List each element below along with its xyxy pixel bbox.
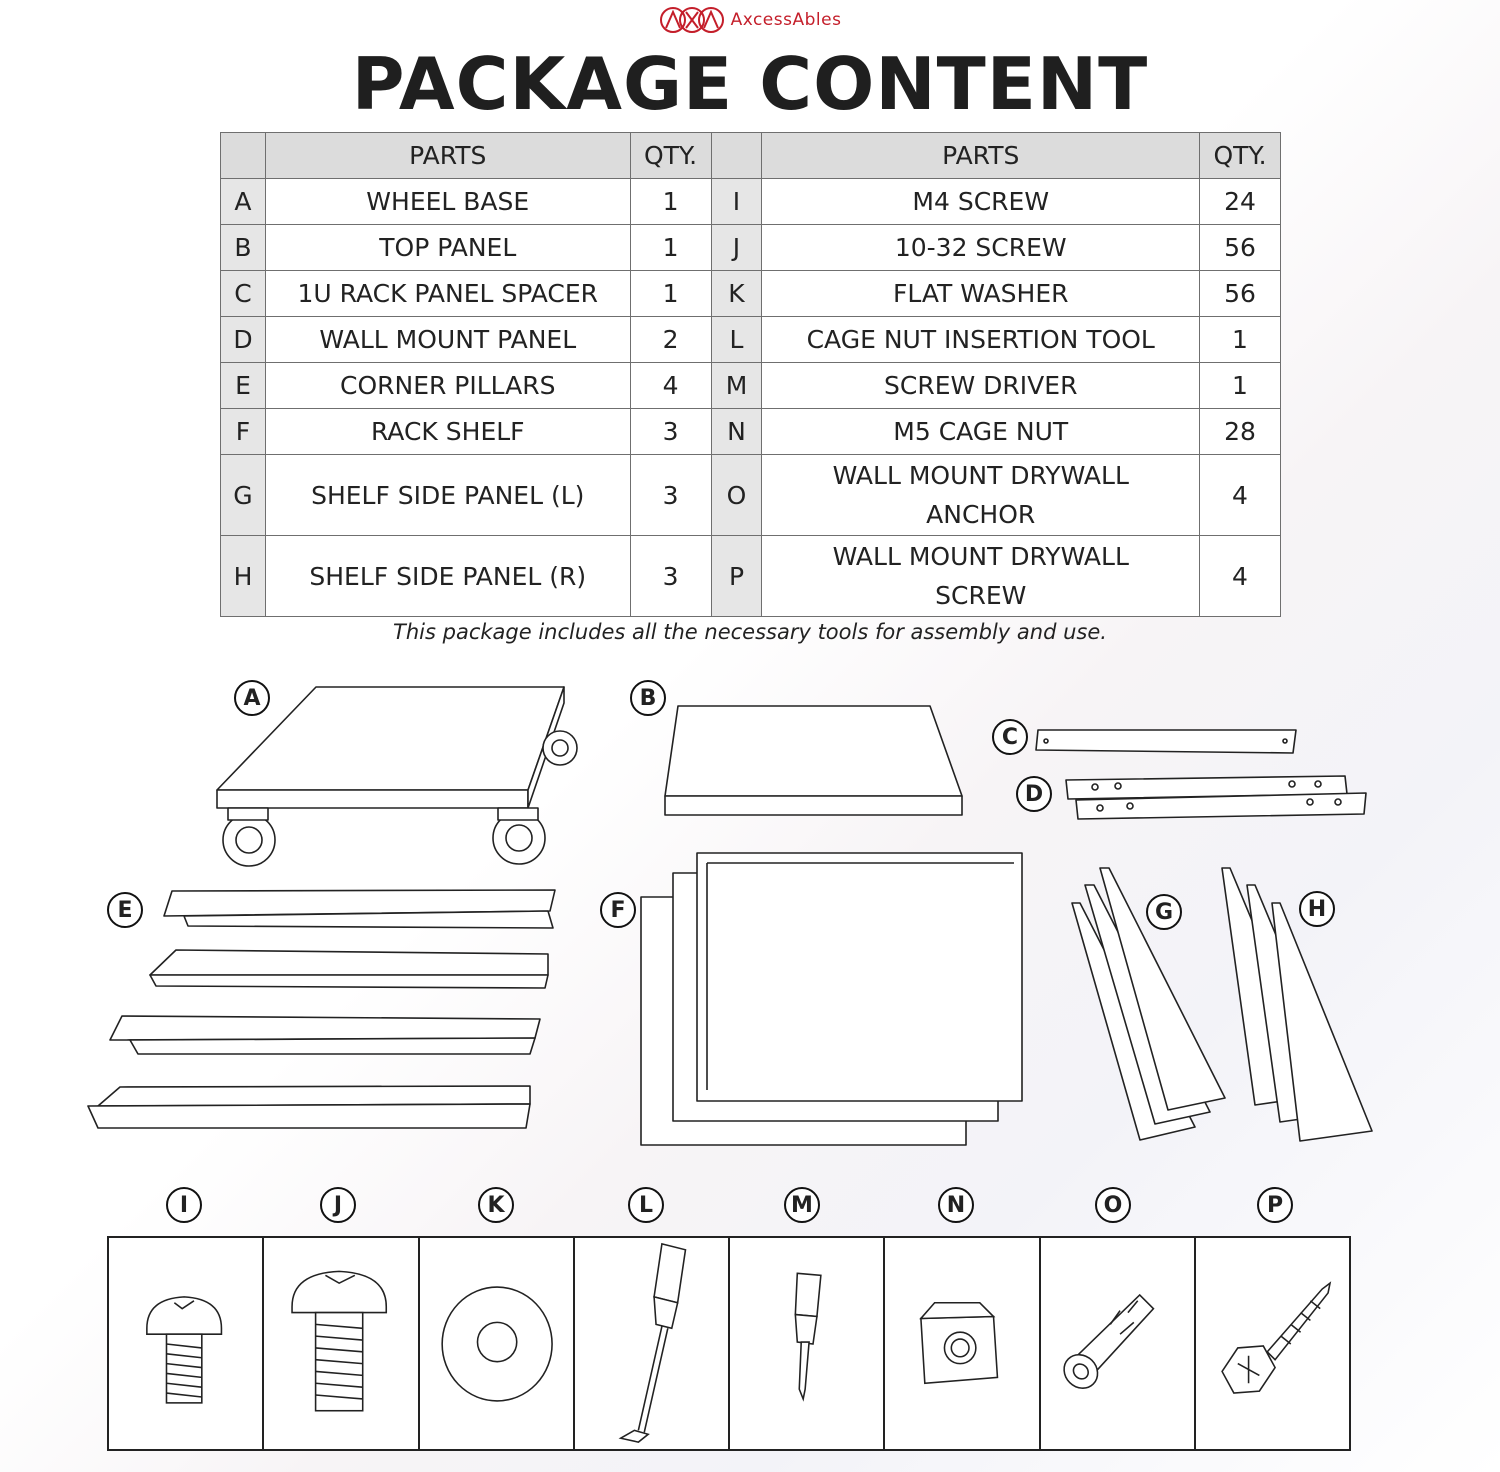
hardware-cell-m xyxy=(730,1238,885,1449)
label-b: B xyxy=(630,680,666,716)
label-i: I xyxy=(166,1187,202,1223)
part-qty: 1 xyxy=(630,225,711,271)
header-parts-left: PARTS xyxy=(265,133,630,179)
drywall-screw-icon xyxy=(1196,1238,1349,1449)
side-panel-right-icon xyxy=(1222,868,1372,1141)
part-qty: 1 xyxy=(1200,317,1281,363)
part-qty: 24 xyxy=(1200,179,1281,225)
part-name: 1U RACK PANEL SPACER xyxy=(265,271,630,317)
drywall-anchor-icon xyxy=(1041,1238,1194,1449)
part-qty: 3 xyxy=(630,536,711,617)
row-letter: P xyxy=(711,536,762,617)
row-letter: B xyxy=(221,225,266,271)
hardware-cell-o xyxy=(1041,1238,1196,1449)
row-letter: O xyxy=(711,455,762,536)
part-name-line: SCREW xyxy=(935,581,1027,610)
part-name: WALL MOUNT PANEL xyxy=(265,317,630,363)
part-qty: 2 xyxy=(630,317,711,363)
label-f: F xyxy=(600,892,636,928)
row-letter: F xyxy=(221,409,266,455)
part-qty: 1 xyxy=(630,179,711,225)
label-h: H xyxy=(1299,891,1335,927)
corner-pillar-icon xyxy=(88,890,555,1128)
rack-spacer-icon xyxy=(1036,730,1296,753)
hardware-cell-l xyxy=(575,1238,730,1449)
part-name: SHELF SIDE PANEL (R) xyxy=(265,536,630,617)
part-name: TOP PANEL xyxy=(265,225,630,271)
header-qty-right: QTY. xyxy=(1200,133,1281,179)
row-letter: H xyxy=(221,536,266,617)
header-qty-left: QTY. xyxy=(630,133,711,179)
hardware-cell-j xyxy=(264,1238,419,1449)
screwdriver-icon xyxy=(730,1238,883,1449)
row-letter: A xyxy=(221,179,266,225)
part-name: CAGE NUT INSERTION TOOL xyxy=(762,317,1200,363)
wheel-base-icon xyxy=(217,687,577,866)
row-letter: E xyxy=(221,363,266,409)
part-qty: 3 xyxy=(630,409,711,455)
row-letter: I xyxy=(711,179,762,225)
label-j: J xyxy=(320,1187,356,1223)
part-name: WHEEL BASE xyxy=(265,179,630,225)
hardware-cell-k xyxy=(420,1238,575,1449)
row-letter: D xyxy=(221,317,266,363)
flat-washer-icon xyxy=(420,1238,573,1449)
label-c: C xyxy=(992,719,1028,755)
part-name-line: WALL MOUNT DRYWALL xyxy=(832,461,1129,490)
part-qty: 56 xyxy=(1200,271,1281,317)
row-letter: C xyxy=(221,271,266,317)
hardware-cell-n xyxy=(885,1238,1040,1449)
part-name: M5 CAGE NUT xyxy=(762,409,1200,455)
part-name: FLAT WASHER xyxy=(762,271,1200,317)
part-name: SHELF SIDE PANEL (L) xyxy=(265,455,630,536)
part-name: SCREW DRIVER xyxy=(762,363,1200,409)
part-name-line: WALL MOUNT DRYWALL xyxy=(832,542,1129,571)
label-e: E xyxy=(107,892,143,928)
10-32-screw-icon xyxy=(264,1238,417,1449)
package-note: This package includes all the necessary tools for assembly and use. xyxy=(393,620,1107,644)
page-title: PACKAGE CONTENT xyxy=(351,42,1149,126)
label-l: L xyxy=(628,1187,664,1223)
label-p: P xyxy=(1257,1187,1293,1223)
header-parts-right: PARTS xyxy=(762,133,1200,179)
part-name: CORNER PILLARS xyxy=(265,363,630,409)
hardware-row xyxy=(107,1236,1351,1451)
cage-nut-icon xyxy=(885,1238,1038,1449)
label-n: N xyxy=(938,1187,974,1223)
hardware-cell-i xyxy=(109,1238,264,1449)
label-m: M xyxy=(784,1187,820,1223)
label-g: G xyxy=(1146,894,1182,930)
part-name-line: ANCHOR xyxy=(926,500,1036,529)
brand-logo-text: AxcessAbles xyxy=(730,10,842,30)
row-letter: G xyxy=(221,455,266,536)
part-name: M4 SCREW xyxy=(762,179,1200,225)
part-qty: 3 xyxy=(630,455,711,536)
part-name: 10-32 SCREW xyxy=(762,225,1200,271)
row-letter: J xyxy=(711,225,762,271)
part-qty: 4 xyxy=(630,363,711,409)
part-qty: 4 xyxy=(1200,536,1281,617)
label-o: O xyxy=(1095,1187,1131,1223)
top-panel-icon xyxy=(665,706,962,815)
row-letter: K xyxy=(711,271,762,317)
wall-mount-panel-icon xyxy=(1066,776,1366,819)
part-qty: 1 xyxy=(630,271,711,317)
label-k: K xyxy=(478,1187,514,1223)
m4-screw-icon xyxy=(109,1238,262,1449)
insertion-tool-icon xyxy=(575,1238,728,1449)
row-letter: L xyxy=(711,317,762,363)
label-a: A xyxy=(234,680,270,716)
part-qty: 1 xyxy=(1200,363,1281,409)
hardware-cell-p xyxy=(1196,1238,1349,1449)
label-d: D xyxy=(1016,776,1052,812)
part-qty: 56 xyxy=(1200,225,1281,271)
part-name: RACK SHELF xyxy=(265,409,630,455)
rack-shelf-icon xyxy=(641,853,1022,1145)
part-qty: 4 xyxy=(1200,455,1281,536)
row-letter: M xyxy=(711,363,762,409)
part-qty: 28 xyxy=(1200,409,1281,455)
row-letter: N xyxy=(711,409,762,455)
